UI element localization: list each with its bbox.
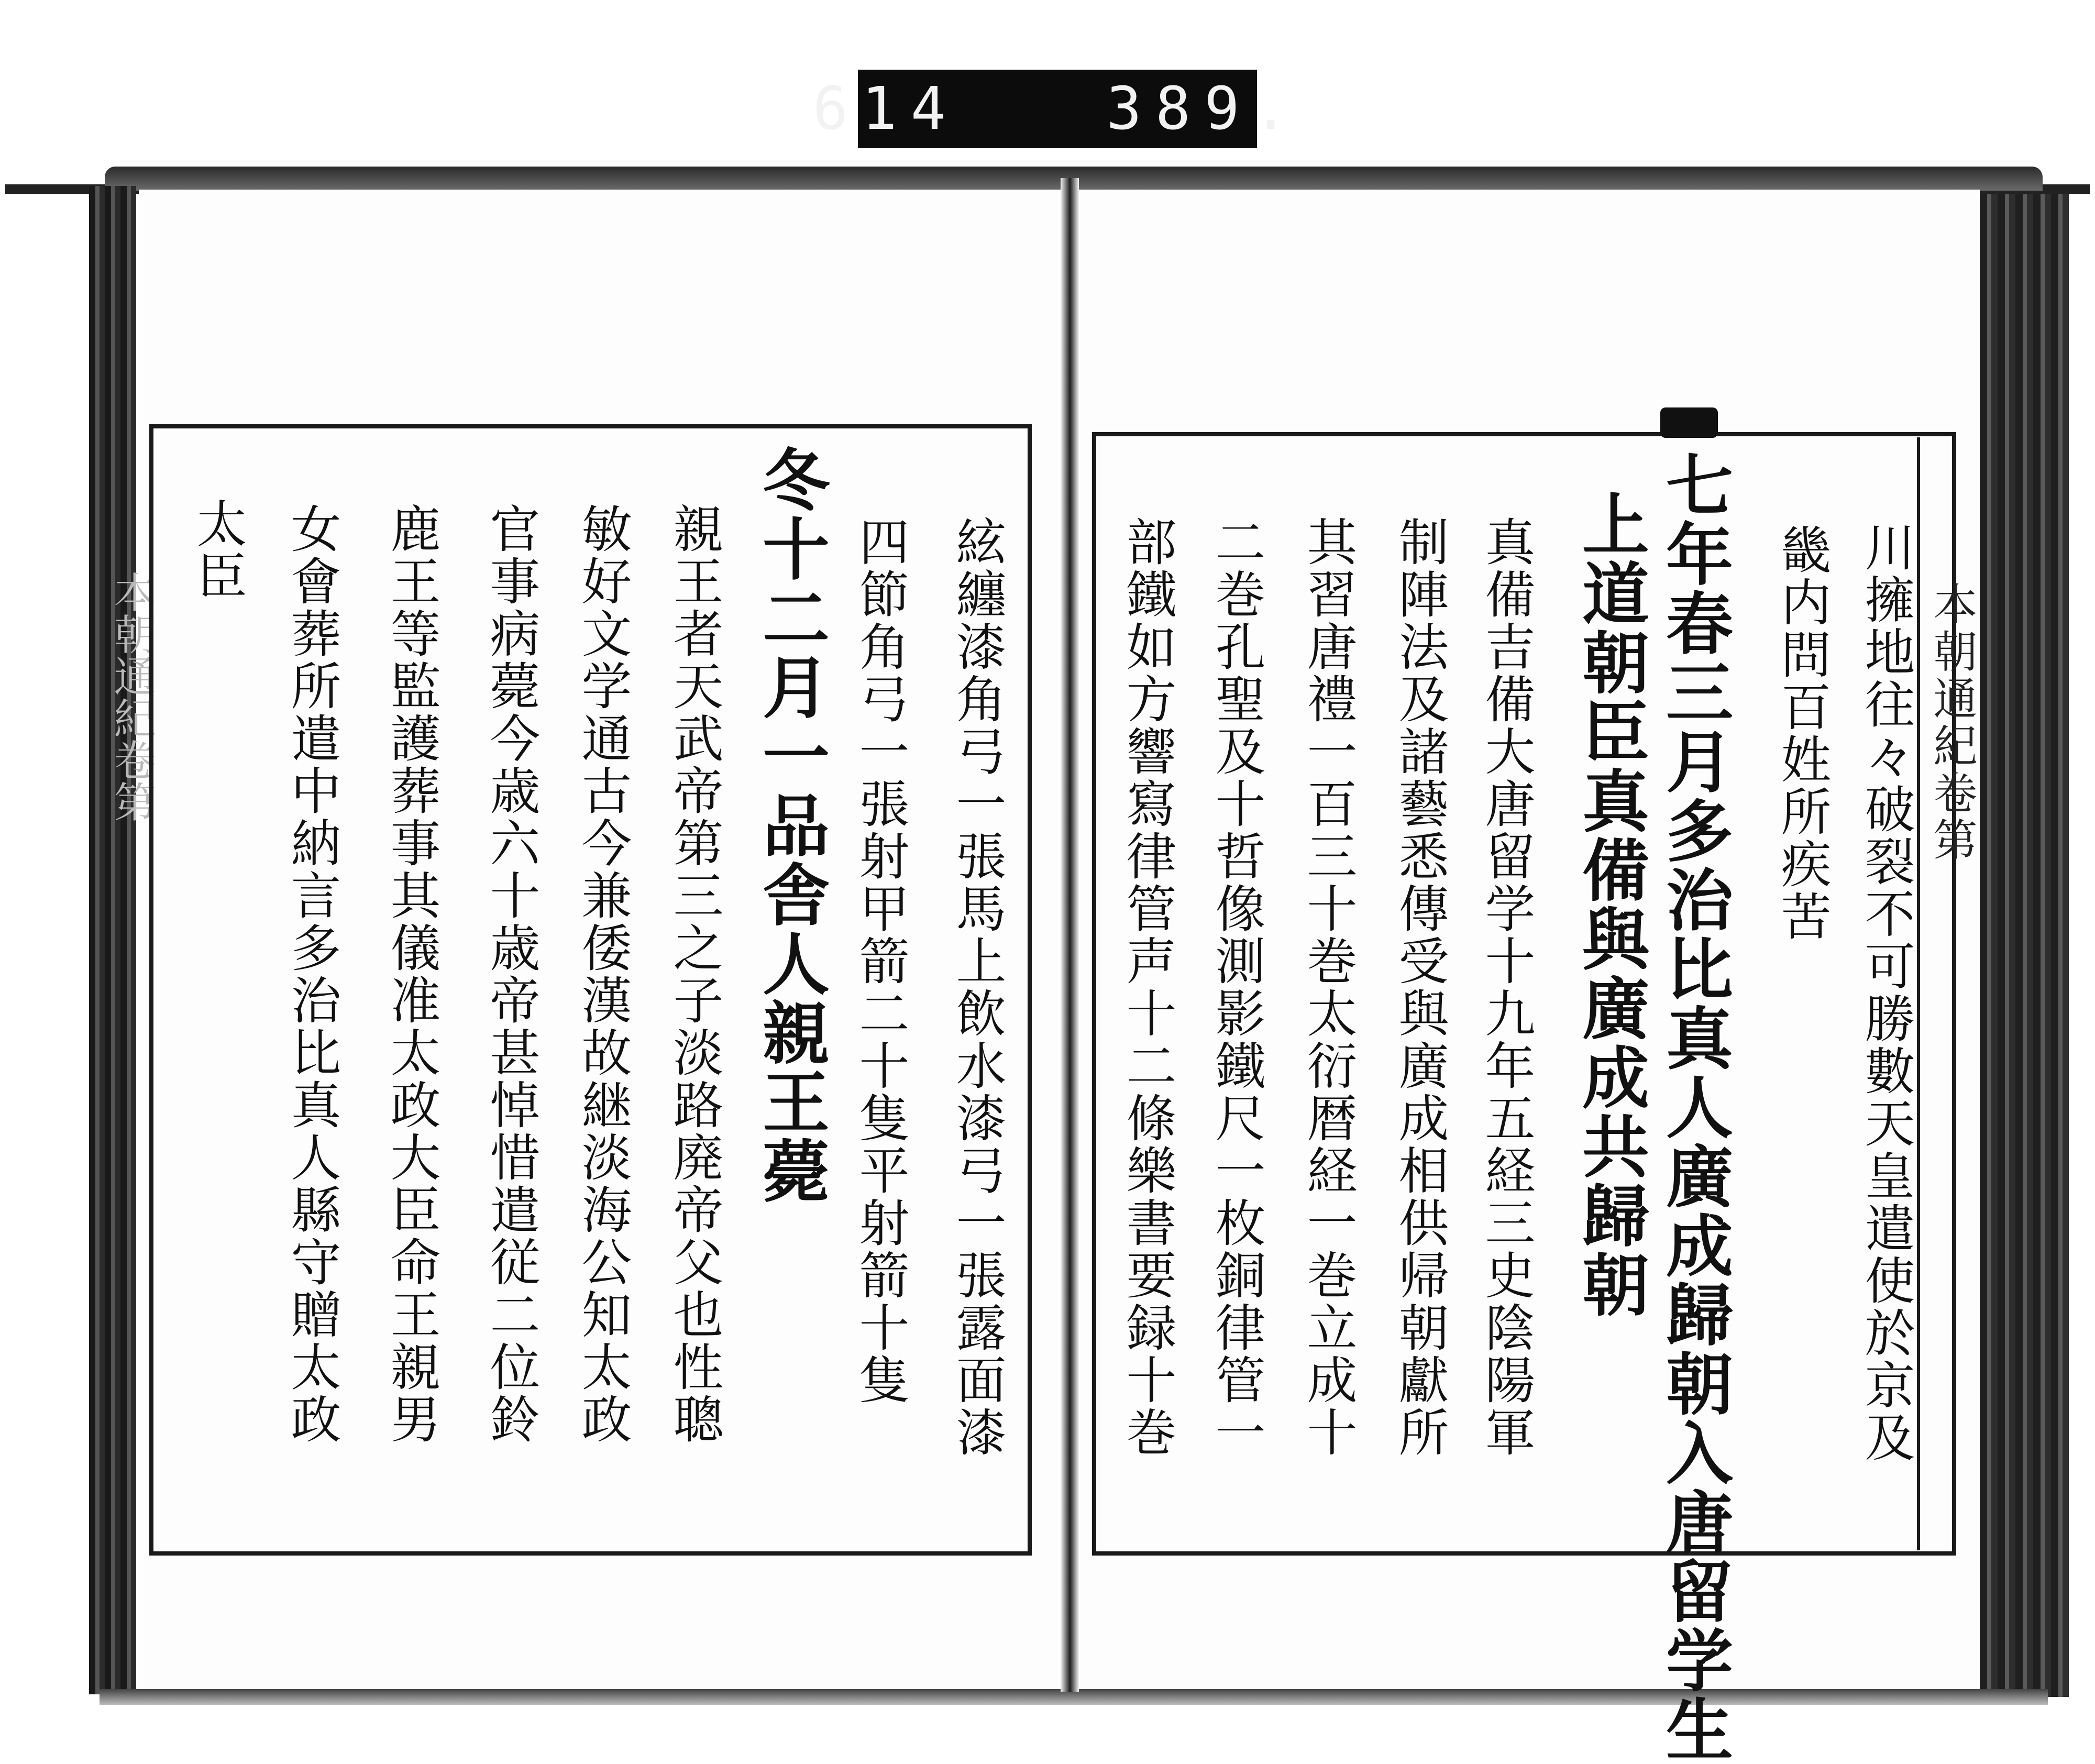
running-header: 本朝通紀卷第 bbox=[1926, 581, 1978, 864]
left-page-column-1: 絃纏漆角弓一張馬上飲水漆弓一張露面漆 bbox=[948, 516, 1007, 1459]
right-page-column-7: 其習唐禮一百三十巻太衍暦経一巻立成十 bbox=[1299, 516, 1358, 1459]
left-page-column-9: 太臣 bbox=[189, 498, 247, 602]
book-right-page-stack bbox=[1980, 194, 2069, 1697]
right-page-heading-2: 上道朝臣真備與廣成共歸朝 bbox=[1571, 490, 1649, 1319]
right-page-column-5: 真備吉備大唐留学十九年五経三史陰陽軍 bbox=[1477, 516, 1536, 1459]
right-page-column-1: 川擁地往々破裂不可勝數天皇遣使於京及 bbox=[1857, 521, 1915, 1464]
left-page-column-6: 官事病薨今歳六十歳帝甚悼惜遣従二位鈴 bbox=[482, 503, 541, 1446]
frame-number-label: 614 389. bbox=[858, 70, 1257, 148]
right-page-column-2: 畿内問百姓所疾苦 bbox=[1773, 524, 1832, 943]
header-divider-rule bbox=[1917, 437, 1920, 1550]
book-left-page-stack bbox=[89, 186, 136, 1694]
right-page-heading-1: 七年春三月多治比真人廣成歸朝入唐留学生 bbox=[1655, 450, 1733, 1764]
book-gutter bbox=[1061, 178, 1079, 1692]
left-page-column-7: 鹿王等監護葬事其儀准太政大臣命王親男 bbox=[382, 503, 441, 1446]
right-page-column-9: 部鐵如方響寫律管声十二條樂書要録十巻 bbox=[1118, 516, 1177, 1459]
left-page-column-8: 女會葬所遣中納言多治比真人縣守贈太政 bbox=[283, 503, 341, 1446]
right-page-column-8: 二巻孔聖及十哲像測影鐵尺一枚銅律管一 bbox=[1207, 516, 1266, 1459]
bleed-through-text: 本朝通紀卷第 bbox=[107, 571, 156, 822]
left-page-column-5: 敏好文学通古今兼倭漢故継淡海公知太政 bbox=[574, 503, 632, 1446]
left-page-column-2: 四節角弓一張射甲箭二十隻平射箭十隻 bbox=[851, 516, 910, 1406]
left-page-heading: 冬十二月一品舎人親王薨 bbox=[751, 445, 830, 1206]
right-page-column-6: 制陣法及諸藝悉傳受與廣成相供帰朝獻所 bbox=[1391, 516, 1449, 1459]
left-page-column-4: 親王者天武帝第三之子淡路廃帝父也性聰 bbox=[665, 503, 724, 1446]
heading-marker bbox=[1660, 407, 1718, 438]
